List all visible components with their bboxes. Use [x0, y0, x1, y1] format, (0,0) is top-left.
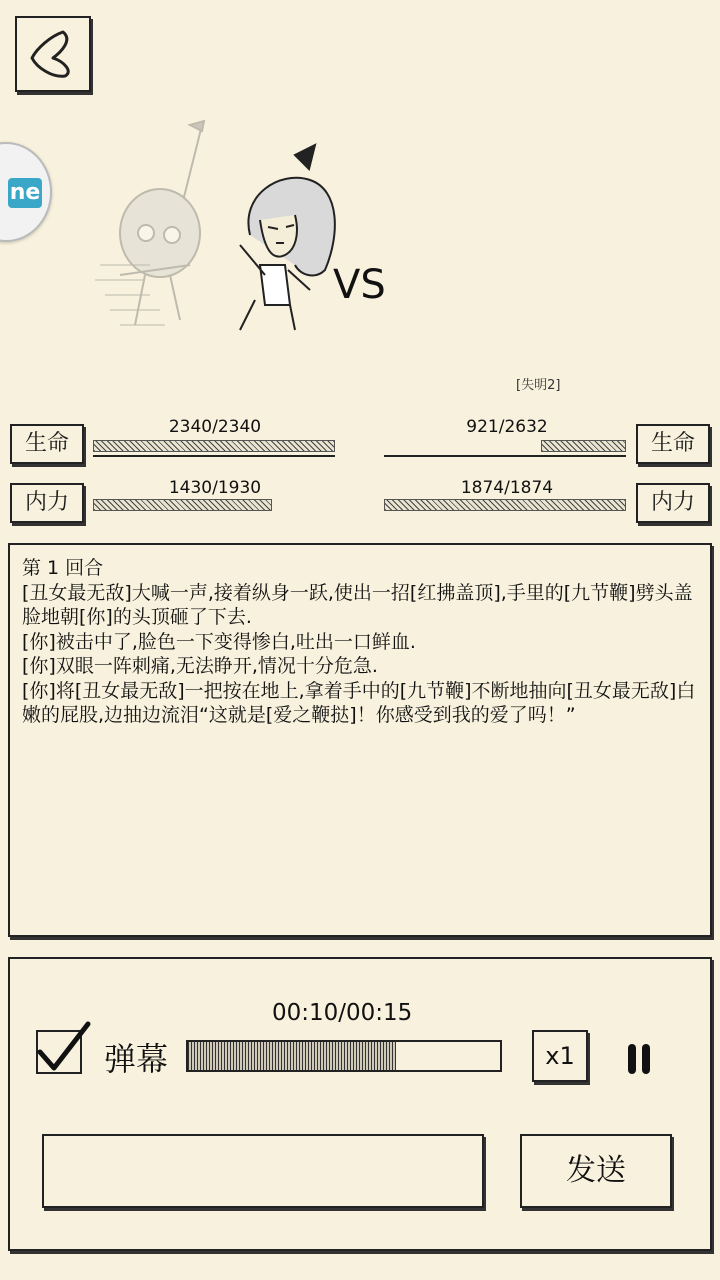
enemy-hp-baseline: [384, 455, 626, 457]
side-app-badge[interactable]: [0, 142, 52, 242]
player-hp-value: 2340/2340: [168, 417, 262, 437]
player-mp-label: 内力: [10, 483, 84, 523]
send-button[interactable]: 发送: [520, 1134, 672, 1208]
battle-log-text: 第 1 回合 [丑女最无敌]大喊一声,接着纵身一跃,使出一招[红拂盖顶],手里的[九节鞭]劈头盖脸地朝[你]的头顶砸了下去. [你]被击中了,脸色一下变得惨白,吐出一口鲜血. [你]双眼一阵刺痛,无法睁开,情况十分危急. [你]将[丑女最无敌]一把按在地上,拿着手中的[九节鞭]不断地抽向[丑女最无敌]白嫩的屁股,边抽边流泪“这就是[爱之鞭挞]！你感受到我的爱了吗！”: [22, 557, 696, 726]
speed-button[interactable]: x1: [532, 1030, 588, 1082]
back-arrow-icon: [17, 18, 89, 90]
opponent-character: [95, 121, 204, 325]
enemy-mp-value: 1874/1874: [460, 478, 554, 498]
opponent-status-tag: [失明2]: [516, 378, 561, 393]
battle-characters: [90, 115, 350, 345]
playback-progress-bar[interactable]: [186, 1040, 502, 1072]
player-hp-bar: [93, 440, 335, 452]
enemy-mp-bar: [384, 499, 626, 511]
player-hp-label: 生命: [10, 424, 84, 464]
enemy-hp-bar: [541, 440, 626, 452]
pause-icon: [628, 1044, 636, 1074]
playback-time: 00:10/00:15: [272, 1000, 413, 1026]
badge-letters: ne: [8, 178, 42, 208]
enemy-hp-label: 生命: [636, 424, 710, 464]
enemy-mp-label: 内力: [636, 483, 710, 523]
vs-label: VS: [333, 262, 386, 308]
pause-button[interactable]: [622, 1042, 656, 1078]
pause-icon-bar: [642, 1044, 650, 1074]
player-mp-value: 1430/1930: [168, 478, 262, 498]
player-mp-bar: [93, 499, 272, 511]
danmu-input[interactable]: [42, 1134, 484, 1208]
danmu-label: 弹幕: [104, 1040, 169, 1078]
back-button[interactable]: [15, 16, 91, 92]
player-character: [240, 145, 335, 330]
enemy-hp-value: 921/2632: [466, 417, 548, 437]
checkmark-icon: [34, 1018, 94, 1074]
playback-progress-fill: [188, 1042, 396, 1070]
player-hp-baseline: [93, 455, 335, 457]
danmu-checkbox[interactable]: [36, 1030, 82, 1074]
